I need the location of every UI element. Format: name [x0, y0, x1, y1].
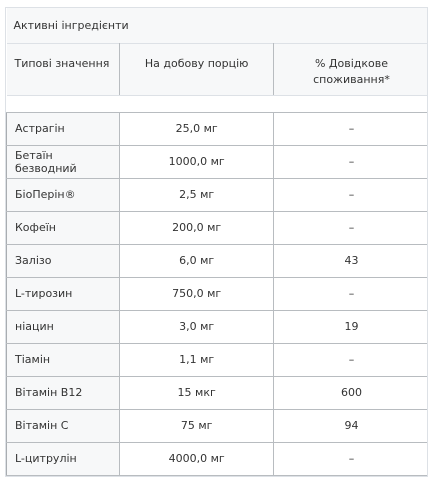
ingredient-amount: 3,0 мг — [120, 310, 274, 343]
table-row — [7, 244, 429, 277]
ingredient-amount: 75 мг — [120, 409, 274, 442]
table-row — [7, 442, 429, 475]
ingredient-name: Бетаїн безводний — [7, 145, 120, 178]
table-row — [7, 277, 429, 310]
ingredient-amount: 2,5 мг — [120, 178, 274, 211]
header-reference-intake: % Довідкове споживання* — [273, 43, 428, 95]
active-ingredients-table — [6, 8, 428, 476]
table-row — [7, 409, 429, 442]
ingredient-amount: 25,0 мг — [120, 112, 274, 145]
table-row — [7, 376, 429, 409]
section-header-row — [7, 8, 429, 43]
spacer-row — [7, 95, 429, 112]
nutrition-table-container — [5, 7, 428, 477]
ingredient-name: БіоПерін® — [7, 178, 120, 211]
ingredient-percent: – — [273, 178, 428, 211]
ingredient-name: Астрагін — [7, 112, 120, 145]
ingredient-name: L-тирозин — [7, 277, 120, 310]
ingredient-amount: 1,1 мг — [120, 343, 274, 376]
table-row — [7, 112, 429, 145]
ingredient-amount: 750,0 мг — [120, 277, 274, 310]
ingredient-name: L-цитрулін — [7, 442, 120, 475]
ingredient-name: Вітамін C — [7, 409, 120, 442]
ingredient-amount: 200,0 мг — [120, 211, 274, 244]
ingredient-name: Кофеїн — [7, 211, 120, 244]
ingredient-name: Залізо — [7, 244, 120, 277]
ingredient-name: Тіамін — [7, 343, 120, 376]
ingredient-percent: – — [273, 277, 428, 310]
ingredient-percent: – — [273, 112, 428, 145]
header-per-daily-serving: На добову порцію — [120, 43, 274, 95]
table-row — [7, 211, 429, 244]
ingredient-amount: 15 мкг — [120, 376, 274, 409]
column-header-row — [7, 43, 429, 95]
table-row — [7, 310, 429, 343]
ingredient-amount: 1000,0 мг — [120, 145, 274, 178]
table-row — [7, 343, 429, 376]
ingredient-percent: – — [273, 211, 428, 244]
ingredient-name: ніацин — [7, 310, 120, 343]
ingredient-amount: 6,0 мг — [120, 244, 274, 277]
section-title: Активні інгредієнти — [7, 8, 429, 43]
ingredient-percent: 19 — [273, 310, 428, 343]
ingredient-amount: 4000,0 мг — [120, 442, 274, 475]
ingredient-percent: – — [273, 145, 428, 178]
ingredient-percent: 600 — [273, 376, 428, 409]
table-row — [7, 145, 429, 178]
ingredient-percent: – — [273, 442, 428, 475]
ingredient-percent: – — [273, 343, 428, 376]
ingredient-percent: 43 — [273, 244, 428, 277]
header-typical-values: Типові значення — [7, 43, 120, 95]
ingredient-percent: 94 — [273, 409, 428, 442]
ingredient-name: Вітамін B12 — [7, 376, 120, 409]
table-row — [7, 178, 429, 211]
